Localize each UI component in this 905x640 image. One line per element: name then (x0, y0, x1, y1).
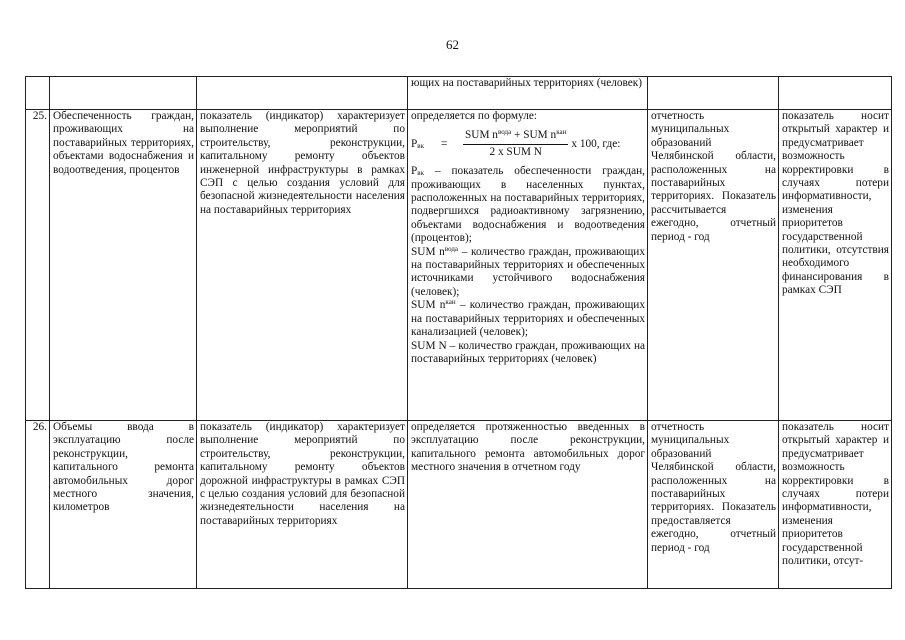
formula-lhs: $P_{вк}$ (411, 137, 425, 150)
definition-item: SUM N – количество граждан, проживающих на поставарийных территориях (человек) (411, 339, 646, 365)
cell-definition: ющих на поставарийных территориях (человек) (408, 77, 648, 110)
cell-name (50, 77, 197, 110)
indicator-source: отчетность муниципальных образований Челябинской области, расположенных на поставарийных территориях. Показатель рассчитывается ежегодно, отчетный период - год (648, 110, 779, 421)
formula-equals: = (441, 137, 448, 150)
row-number: 25. (26, 110, 50, 421)
cell-number (26, 77, 50, 110)
indicators-table (25, 76, 892, 589)
indicator-name: Обеспеченность граждан, проживающих на поставарийных территориях, объектами водоснабжения и водоотведения, процентов (50, 110, 197, 421)
cell-description (197, 77, 408, 110)
row-number: 26. (26, 421, 50, 589)
indicator-description: показатель (индикатор) характеризует выполнение мероприятий по строительству, реконструкции, капитальному ремонту объектов инженерной инфраструктуры в рамках СЭП с целью создания условий для безопасной жизнедеятельности населения на поставарийных территориях (197, 110, 408, 421)
page-number: 62 (446, 37, 459, 52)
indicator-notes: показатель носит открытый характер и предусматривает возможность корректировки в случаях потери информативности, изменения приоритетов государственной политики, отсутствия необходимого финансирования в рамках СЭП (779, 110, 892, 421)
formula-tail: x 100, где: (571, 137, 621, 150)
table-row (26, 421, 892, 589)
indicator-definition: определяется протяженностью введенных в эксплуатацию после реконструкции, капитального ремонта автомобильных дорог местного значения в отчетном году (408, 421, 648, 589)
indicator-notes: показатель носит открытый характер и предусматривает возможность корректировки в случаях потери информативности, изменения приоритетов государственной политики, отсут- (779, 421, 892, 589)
formula-fraction (463, 129, 568, 159)
table-row (26, 110, 892, 421)
formula (411, 129, 645, 159)
definition-item: $P_{вк}$ – показатель обеспеченности граждан, проживающих в населенных пунктах, расположенных на поставарийных территориях, подвергшихся радиоактивному загрязнению, объектами водоснабжения и водоотведения (процентов); (411, 165, 645, 245)
table-row-continuation (26, 77, 892, 110)
definition-item: SUM $n^{вода}$ – количество граждан, проживающих на поставарийных территориях и обеспеченных источниками устойчивого водоснабжения (человек); (411, 244, 645, 298)
indicator-definition (408, 110, 648, 421)
cell-notes (779, 77, 892, 110)
cell-source (648, 77, 779, 110)
definition-intro: определяется по формуле: (411, 110, 537, 122)
indicator-description: показатель (индикатор) характеризует выполнение мероприятий по строительству, реконструкции, капитальному ремонту объектов дорожной инфраструктуры в рамках СЭП с целью создания условий для безопасной жизнедеятельности населения на поставарийных территориях (197, 421, 408, 589)
formula-numerator: SUM $n^{вода}$ + SUM $n^{кан}$ (463, 129, 568, 144)
definition-item: SUM $n^{кан}$ – количество граждан, проживающих на поставарийных территориях и обеспеченных канализацией (человек); (411, 298, 645, 339)
formula-denominator: 2 x SUM N (489, 145, 542, 158)
indicator-source: отчетность муниципальных образований Челябинской области, расположенных на поставарийных территориях. Показатель предоставляется ежегодно, отчетный период - год (648, 421, 779, 589)
indicator-name: Объемы ввода в эксплуатацию после реконструкции, капитального ремонта автомобильных дорог местного значения, километров (50, 421, 197, 589)
